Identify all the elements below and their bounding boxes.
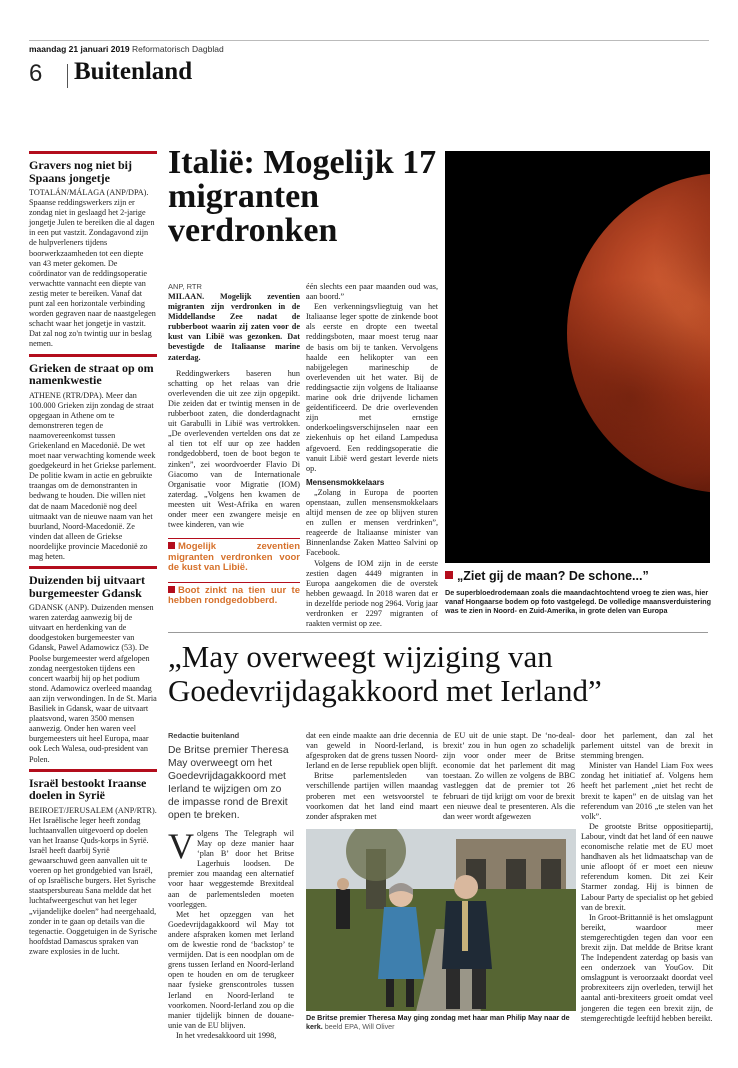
brief-title: Israël bestookt Iraanse doelen in Syrië [29,775,147,803]
couple-walking-image [306,829,576,1011]
pull-quote-text: Boot zinkt na tien uur te hebben rondgedobberd. [168,584,300,607]
article2-paragraph: de EU uit de unie stapt. De ‘no-deal-brexit’ zou in hun ogen zo schadelijk zijn voor onder meer de Britse economie dat het parlement dit mag toestaan. Zo willen ze volgens de BBC vastleggen dat de premier tot 26 februari de tijd krijgt om voor de brexit een nieuwe deal te presenteren. Als die dan weer wordt afgewezen [443,731,575,821]
article2-paragraph: De grootste Britse oppositiepartij, Labour, vindt dat het land óf een nauwe economische relatie met de EU moet handhaven als het lidmaatschap van de unie afloopt óf er moet een nieuw referendum komen. Dit zei Keir Starmer zondag. Hij is binnen de Labour Party de specialist op het gebied van de brexit. [581,821,713,912]
article1-subhead: Mensensmokkelaars [306,477,385,487]
page-divider [67,64,68,88]
brief-title: Grieken de straat op om namenkwestie [29,360,154,387]
article2-paragraph: Met het opzeggen van het Goedevrijdagakkoord wil May tot andere afspraken komen met Ierland om de kwestie rond de ‘backstop’ te vermijden. Dat is een noodplan om de grens tussen Ierland en Noord-Ierland open te houden en om de terugkeer naar fysieke grenscontroles tussen Ierland en Noord-Ierland te voorkomen. Noord-Ierland zou op die manier tijdelijk binnen de douane-unie van de EU blijven. [168,909,294,1030]
moon-photo-title-text: „Ziet gij de maan? De schone...” [457,569,649,583]
brief-item [29,354,157,563]
article1-paragraph: Een verkenningsvliegtuig van het Italiaanse leger spotte de zinkende boot als eerste en dropte een tweetal reddingsboten, maar moest terug naar de basis om bij te tanken. Vervolgens haalde een helikopter van een nabijgelegen marineschip de overlevenden uit het water. Bij de reddingsactie zijn volgens de Italiaanse marine ook drie drijvende lichamen geïdentificeerd. De drie overlevenden zijn met ernstige onderkoelingsverschijnselen naar een ziekenhuis op het eiland Lampedusa afgevoerd. Een reddingsoperatie die vanuit Libië werd gestart leverde niets op. [306,302,438,473]
article1-paragraph: Volgens de IOM zijn in de eerste zestien dagen 4449 migranten in Europa aangekomen die de overstek hebben gewaagd. In 2018 waren dat er in dezelfde periode nog 2964. Vorig jaar verdronken er 2297 migranten of raakten vermist op zee. [306,558,438,629]
may-photo-caption [306,1013,576,1031]
bullet-square-icon [168,586,175,593]
brief-item [29,151,157,350]
pull-quote [168,582,300,607]
article1-headline: Italië: Mogelijk 17 migranten verdronken [168,144,437,249]
article1-paragraph: één slechts een paar maanden oud was, aan boord.” [306,282,438,302]
brief-body: BEIROET/JERUSALEM (ANP/RTR). Het Israëlische leger heeft zondag luchtaanvallen uitgevoerd op doelen van het Iraanse Quds-korps in Syrië. Israël heeft daarbij Syrië gewaarschuwd geen aanvallen uit te voeren op het grondgebied van Israël, of op Israëlische burgers. Het Syrische staatspersbureau Sana meldde dat het luchtafweergeschut van het leger „vijandelijke doelen” had neergehaald, zonder in te gaan op details van die tegenactie. Ooggetuigen in de Syrische hoofdstad Damascus spraken van zware explosies in de lucht. [29,805,158,956]
article2-intro: De Britse premier Theresa May overweegt om het Goedevrijdagakkoord met Ierland te wijzigen om zo de impasse rond de Brexit open te breken. [168,745,289,821]
article2-paragraph: dat een einde maakte aan drie decennia van geweld in Noord-Ierland, is afgesproken dat de grens tussen Noord-Ierland en de Ierse republiek open blijft. [306,731,438,771]
article1-column-2 [306,282,438,629]
article2-column-4 [581,731,713,1024]
blood-moon-image [567,173,710,493]
moon-photo-title [445,569,710,583]
article2-byline: Redactie buitenland [168,731,240,740]
pull-quote [168,538,300,574]
photo-caption-text: De Britse premier Theresa May ging zondag met haar man Philip May naar de kerk. [306,1013,570,1031]
dateline [29,44,224,54]
article2-column-3 [443,731,575,822]
news-briefs-column [29,151,157,961]
top-rule [29,40,709,41]
article2-paragraph: door het parlement, dan zal het parlement uitstel van de brexit in stemming brengen. [581,731,713,761]
bullet-square-icon [445,571,453,579]
article2-paragraph: Minister van Handel Liam Fox wees zondag het initiatief af. Volgens hem heeft het parlement „niet het recht de brexit te kapen” en de uitslag van het referendum van 2016 „te stelen van het volk”. [581,761,713,821]
article1-paragraph: „Zolang in Europa de poorten openstaan, zullen mensensmokkelaars altijd mensen de zee op blijven sturen en zullen er mensen verdrinken”, reageerde de Italiaanse minister van Binnenlandse Zaken Matteo Salvini op Facebook. [306,487,438,558]
brief-title: Duizenden bij uitvaart burgemeester Gdansk [29,573,146,600]
bullet-square-icon [168,542,175,549]
brief-body: GDANSK (ANP). Duizenden mensen waren zaterdag aanwezig bij de uitvaart en herdenking van de doodgestoken burgemeester van Gdansk, Pawel Adamowicz (53). De Poolse burgemeester werd afgelopen zondag neergestoken tijdens een concert waarbij hij op het podium stond. Adamowicz overleed maandag aan zijn verwondingen. In de St. Maria Basiliek in Gdansk, waar de uitvaart plaatsvond, waren 3500 mensen aanwezig. Onder hen waren veel burgemeesters uit heel Europa, maar ook Lech Walesa, oud-president van Polen. [29,603,157,764]
article2-paragraph: Britse parlementsleden van verschillende partijen willen maandag proberen met een wetsvoorstel te voorkomen dat het land eind maart zonder afspraken met [306,771,438,821]
article-divider [168,632,708,633]
photo-credit: beeld EPA, Will Oliver [324,1022,395,1031]
moon-photo [445,151,710,563]
brief-body: TOTALÁN/MÁLAGA (ANP/DPA). Spaanse reddingswerkers zijn er zondag niet in geslaagd het 2-jarige jongetje Julen te bereiken die al dagen in een put vastzit. Zondagavond zijn de hulpverleners tijdens boorwerkzaamheden tot een diepte van 43 meter gekomen. De coördinator van de reddingsoperatie verwachtte vannacht een diepte van zestig meter te bereiken. Vanaf dat punt zal een horizontale verbinding worden gegraven naar de naastgelegen schacht waar het jongetje in vastzit. Dat zal nog zo'n twintig uur in beslag nemen. [29,188,156,349]
pull-quote-text: Mogelijk zeventien migranten verdronken voor de kust van Libië. [168,541,300,574]
article1-column-1 [168,292,300,607]
article2-headline: „May overweegt wijziging van Goedevrijdagakkoord met Ierland” [168,639,602,708]
article2-column-1 [168,826,294,1041]
page-number: 6 [29,60,43,87]
brief-item [29,769,157,957]
article2-paragraph: In het vredesakkoord uit 1998, [176,1030,277,1040]
may-church-photo [306,829,576,1011]
article2-column-2 [306,731,438,822]
article2-paragraph: olgens The Telegraph wil May op deze manier haar ‘plan B’ door het Britse Lagerhuis loodsen. De premier zou maandag een alternatief voor haar weggestemde Brexitdeal aan de parlementsleden moeten voorleggen. [168,829,294,909]
brief-title: Gravers nog niet bij Spaans jongetje [29,158,132,185]
article2-paragraph: In Groot-Brittannië is het omslagpunt bereikt, waardoor meer stemgerechtigden tegen dan voor een brexit zijn. Dat meldde de Britse krant The Independent zaterdag op basis van een onderzoek van YouGov. Dit omslagpunt is veroorzaakt doordat veel probrexiteers zijn overleden, terwijl het aantal anti-brexiteers groeit omdat veel jongeren die tegen een brexit zijn, de stemgerechtigde leeftijd hebben bereikt. [581,912,713,1023]
date: maandag 21 januari 2019 [29,44,130,54]
brief-body: ATHENE (RTR/DPA). Meer dan 100.000 Grieken zijn zondag de straat opgegaan in Athene om te demonstreren tegen de naamovereenkomst tussen Griekenland en Macedonië. De wet moet naar verwachting komende week goedgekeurd in het Griekse parlement. De politie kwam in actie en gebruikte traangas om de demonstranten in bedwang te houden. Die willen niet dat de naam Macedonië nog deel uitmaakt van de nieuwe naam van het buurland, Noord-Macedonië. Ze vinden dat alleen de Griekse noordelijke provincie Macedonië zo mag heten. [29,390,157,561]
article1-byline: ANP, RTR [168,282,202,291]
moon-photo-caption [445,588,713,615]
article1-lead: MILAAN. Mogelijk zeventien migranten zijn verdronken in de Middellandse Zee nadat de rubberboot waarin zij zaten voor de kust van Libië was gezonken. Dat bevestigde de Italiaanse marine zaterdag. [168,292,300,362]
brief-item [29,566,157,765]
section-title: Buitenland [74,58,193,85]
moon-caption-text: De superbloedrodemaan zoals die maandachtochtend vroeg te zien was, hier vanaf Hongaarse bodem op foto vastgelegd. De volledige maansverduistering was te zien in Noord- en Zuid-Amerika, in grote delen van Europa [445,588,712,615]
drop-cap: V [168,826,194,866]
article1-paragraph: Reddingwerkers baseren hun schatting op het relaas van drie overlevenden die uit zee zijn opgepikt. Die zeiden dat er twintig mensen in de rubberboot zaten, die donderdagnacht uit Garabulli in Libië was vertrokken. „De overlevenden vertelden ons dat ze al tien tot elf uur op zee hadden rondgedobberd, toen de boot begon te zinken”, zei woordvoerder Flavio Di Giacomo van de Internationale Organisatie voor Migratie (IOM) zaterdag. „Volgens hen kwamen de meesten uit West-Afrika en waren onder meer een zwangere meisje en twee kinderen, van wie [168,368,300,530]
paper-name: Reformatorisch Dagblad [132,44,224,54]
